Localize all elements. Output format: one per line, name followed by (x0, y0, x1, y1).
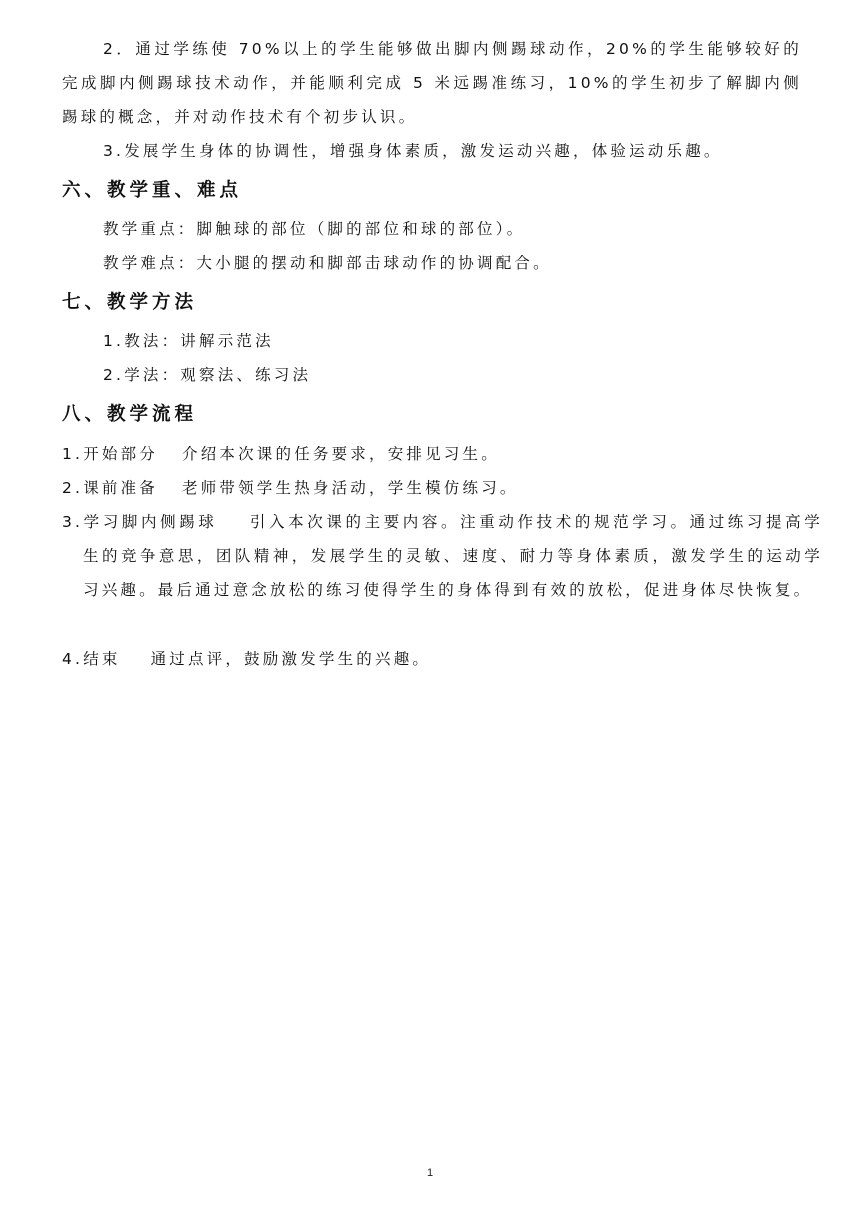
learning-method-text: 2.学法：观察法、练习法 (103, 366, 312, 384)
flow-item (62, 437, 500, 471)
section-heading-teaching-flow: 八、教学流程 (62, 404, 198, 425)
objective-item-3: 3.发展学生身体的协调性，增强身体素质，激发运动兴趣，体验运动乐趣。 (103, 142, 723, 160)
flow-item-label: 1.开始部分 (62, 445, 158, 463)
section-heading-key-difficult-points: 六、教学重、难点 (62, 180, 243, 201)
flow-item-text: 老师带领学生热身活动，学生模仿练习。 (182, 479, 519, 497)
flow-item (62, 471, 519, 505)
flow-item-label: 2.课前准备 (62, 479, 158, 497)
flow-item-text: 介绍本次课的任务要求，安排见习生。 (182, 445, 500, 463)
flow-item-label: 3.学习脚内侧踢球 (62, 513, 218, 531)
section-heading-teaching-methods: 七、教学方法 (62, 292, 198, 313)
teaching-method-text: 1.教法：讲解示范法 (103, 332, 274, 350)
flow-item (62, 642, 431, 676)
objective-item-2: 2．通过学练使 70%以上的学生能够做出脚内侧踢球动作，20%的学生能够较好的完成脚内侧踢球技术动作，并能顺利完成 5 米远踢准练习，10%的学生初步了解脚内侧踢球的概念，并对动作技术有个初步认识。 (62, 40, 802, 126)
key-point-text: 教学重点：脚触球的部位（脚的部位和球的部位）。 (103, 220, 526, 238)
page-number: 1 (426, 1167, 434, 1179)
flow-item-text: 通过点评，鼓励激发学生的兴趣。 (150, 650, 432, 668)
flow-item-text: 引入本次课的主要内容。注重动作技术的规范学习。通过练习提高学生的竞争意思，团队精神，发展学生的灵敏、速度、耐力等身体素质，激发学生的运动学习兴趣。最后通过意念放松的练习使得学生的身体得到有效的放松，促进身体尽快恢复。 (83, 513, 823, 599)
flow-item (62, 505, 823, 607)
flow-item-label: 4.结束 (62, 650, 121, 668)
difficulty-text: 教学难点：大小腿的摆动和脚部击球动作的协调配合。 (103, 254, 552, 272)
